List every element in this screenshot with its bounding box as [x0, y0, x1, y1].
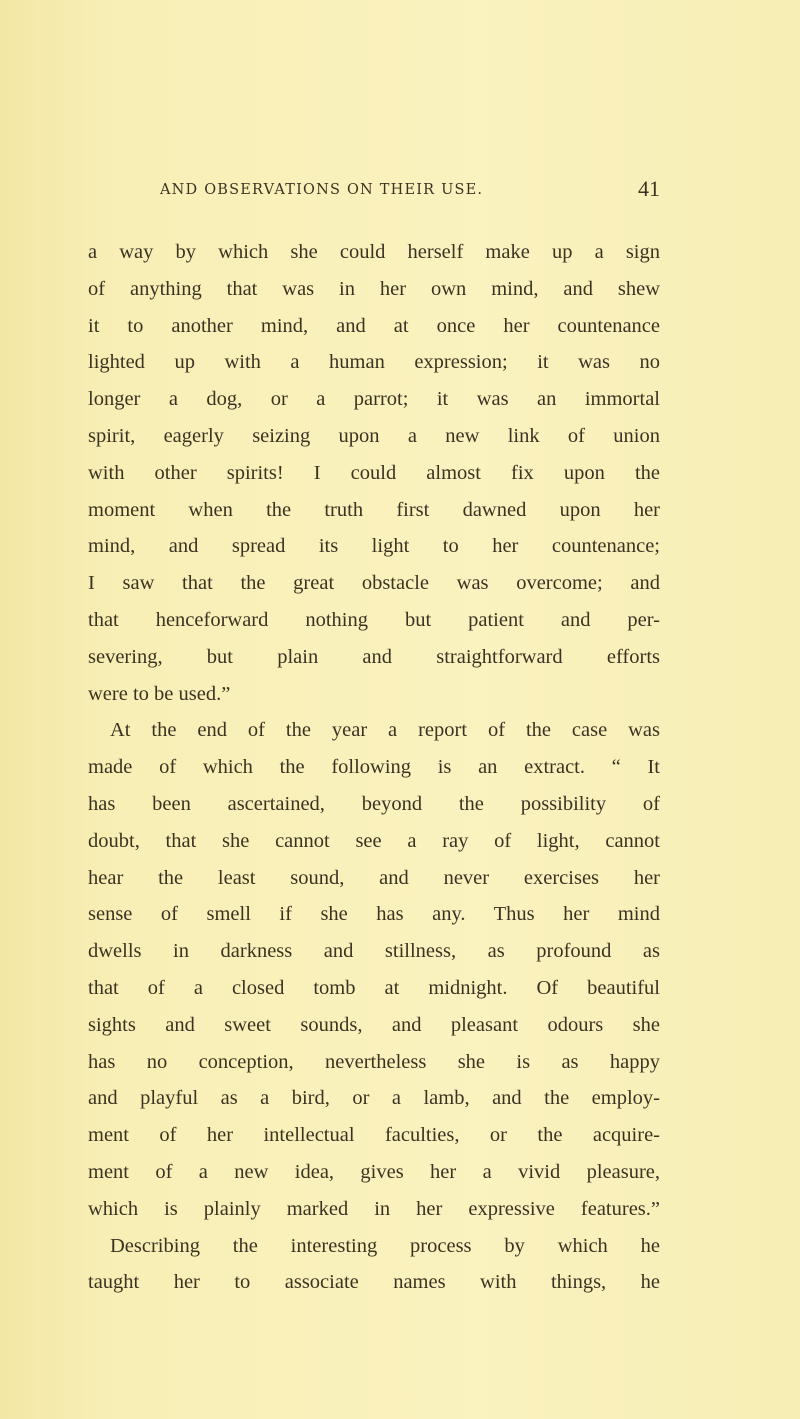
text-line: ment of her intellectual faculties, or the acquire-: [88, 1124, 660, 1147]
text-line: which is plainly marked in her expressive features.”: [88, 1197, 660, 1220]
text-line: longer a dog, or a parrot; it was an immortal: [88, 388, 660, 411]
running-title: AND OBSERVATIONS ON THEIR USE.: [160, 182, 484, 198]
text-line: sights and sweet sounds, and pleasant odours she: [88, 1013, 660, 1036]
text-line: were to be used.”: [88, 682, 231, 705]
text-line: has been ascertained, beyond the possibility of: [88, 792, 660, 815]
text-line: taught her to associate names with things, he: [88, 1271, 660, 1294]
text-line: and playful as a bird, or a lamb, and the employ-: [88, 1087, 660, 1110]
text-line: doubt, that she cannot see a ray of light, cannot: [88, 829, 660, 852]
text-line: sense of smell if she has any. Thus her mind: [88, 903, 660, 926]
text-line: spirit, eagerly seizing upon a new link of union: [88, 424, 660, 447]
text-line: mind, and spread its light to her countenance;: [88, 535, 660, 558]
text-line: a way by which she could herself make up a sign: [88, 241, 660, 263]
text-line: moment when the truth first dawned upon her: [88, 498, 660, 521]
text-line: with other spirits! I could almost fix upon the: [88, 461, 660, 484]
text-line: At the end of the year a report of the case was: [110, 719, 660, 742]
text-line: has no conception, nevertheless she is as happy: [88, 1050, 660, 1073]
text-line: dwells in darkness and stillness, as profound as: [88, 940, 660, 963]
text-line: it to another mind, and at once her countenance: [88, 314, 660, 337]
text-line: I saw that the great obstacle was overcome; and: [88, 572, 660, 595]
text-line: hear the least sound, and never exercises her: [88, 866, 660, 889]
page-number: 41: [638, 176, 660, 201]
text-line: made of which the following is an extract. “ It: [88, 756, 660, 779]
text-line: Describing the interesting process by which he: [110, 1234, 660, 1257]
text-line: that henceforward nothing but patient and per-: [88, 608, 660, 631]
running-header: [160, 178, 660, 204]
page-body-text: [88, 234, 660, 1301]
text-line: severing, but plain and straightforward efforts: [88, 645, 660, 668]
text-line: of anything that was in her own mind, and shew: [88, 277, 660, 300]
text-line: that of a closed tomb at midnight. Of beautiful: [88, 976, 660, 999]
text-line: lighted up with a human expression; it was no: [88, 351, 660, 374]
text-line: ment of a new idea, gives her a vivid pleasure,: [88, 1160, 660, 1183]
